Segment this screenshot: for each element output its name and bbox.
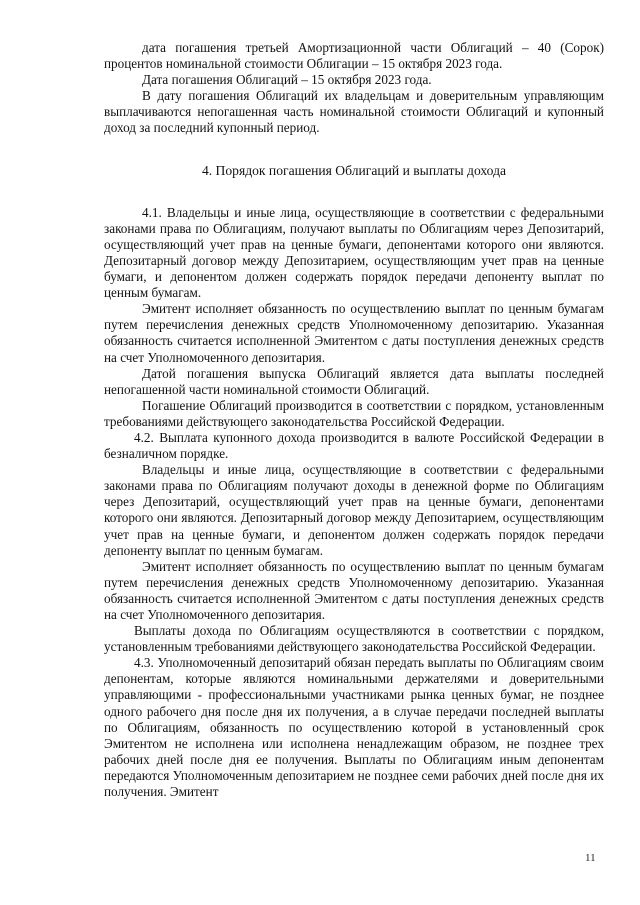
paragraph-coupon-holders: Владельцы и иные лица, осуществляющие в соответствии с федеральными законами права по Облигациям получают доходы в денежной форме по Облигациям через Депозитарий, осуществляющий учет прав на ценные бумаги, депонентами которого они являются. Депозитарный договор между Депозитарием, осуществляющим учет прав на ценные бумаги, и депонентом должен содержать порядок передачи депоненту выплат по ценным бумагам. (104, 462, 604, 558)
paragraph-redemption-procedure: Погашение Облигаций производится в соответствии с порядком, установленным требованиями действующего законодательства Российской Федерации. (104, 397, 604, 429)
page-number: 11 (585, 852, 596, 864)
paragraph-maturity-date: Дата погашения Облигаций – 15 октября 2023 года. (142, 72, 432, 88)
section-title: 4. Порядок погашения Облигаций и выплаты дохода (201, 162, 507, 178)
paragraph-4-3: 4.3. Уполномоченный депозитарий обязан передать выплаты по Облигациям своим депонентам, которые являются номинальными держателями и доверительными управляющими - профессиональными участниками рынка ценных бумаг, не позднее одного рабочего дня после дня их получения, а в случае передачи последней выплаты по Облигациям, обязанность по осуществлению которой в установленный срок Эмитентом не исполнена или исполнена ненадлежащим образом, не позднее трех рабочих дней после дня ее получения. Выплаты по Облигациям иным депонентам передаются Уполномоченным депозитарием не позднее семи рабочих дней после дня их получения. Эмитент (104, 655, 604, 800)
paragraph-coupon-issuer-obligation: Эмитент исполняет обязанность по осуществлению выплат по ценным бумагам путем перечисления денежных средств Уполномоченному депозитарию. Указанная обязанность считается исполненной Эмитентом с даты поступления денежных средств на счет Уполномоченного депозитария. (104, 558, 604, 622)
paragraph-redemption-date: Датой погашения выпуска Облигаций является дата выплаты последней непогашенной части номинальной стоимости Облигаций. (104, 365, 604, 397)
paragraph-4-1: 4.1. Владельцы и иные лица, осуществляющие в соответствии с федеральными законами права по Облигациям, получают выплаты по Облигациям через Депозитарий, осуществляющий учет прав на ценные бумаги, депонентами которого они являются. Депозитарный договор между Депозитарием, осуществляющим учет прав на ценные бумаги, и депонентом должен содержать порядок передачи депоненту выплат по ценным бумагам. (104, 204, 604, 301)
page-content (104, 40, 604, 800)
paragraph-amortization-date: дата погашения третьей Амортизационной части Облигаций – 40 (Сорок) процентов номинальной стоимости Облигации – 15 октября 2023 года. (104, 40, 604, 72)
paragraph-4-2: 4.2. Выплата купонного дохода производится в валюте Российской Федерации в безналичном порядке. (104, 429, 604, 462)
paragraph-maturity-payments: В дату погашения Облигаций их владельцам и доверительным управляющим выплачиваются непогашенная часть номинальной стоимости Облигаций и купонный доход за последний купонный период. (104, 88, 604, 136)
paragraph-issuer-obligation: Эмитент исполняет обязанность по осуществлению выплат по ценным бумагам путем перечисления денежных средств Уполномоченному депозитарию. Указанная обязанность считается исполненной Эмитентом с даты поступления денежных средств на счет Уполномоченного депозитария. (104, 301, 604, 365)
paragraph-coupon-procedure: Выплаты дохода по Облигациям осуществляются в соответствии с порядком, установленным требованиями действующего законодательства Российской Федерации. (104, 623, 604, 655)
